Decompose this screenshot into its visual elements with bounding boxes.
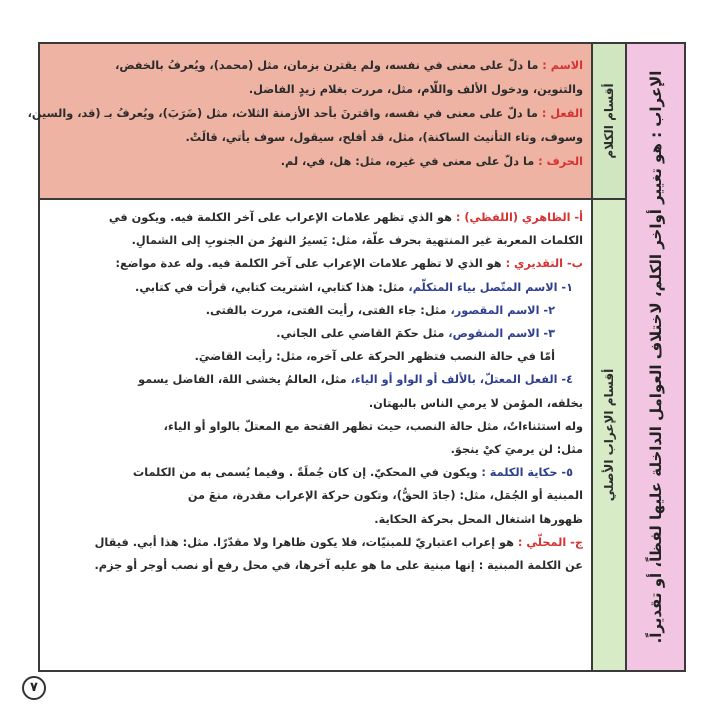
implied-item-2	[50, 299, 583, 322]
implied-item-1-term: ١- الاسم المتّصل بياء المتكلّم،	[408, 280, 573, 294]
page-number: ٧	[22, 676, 46, 700]
implied-item-1-text: مثل: هذا كتابي، اشتريت كتابي، قرأت في كتابي.	[135, 280, 405, 294]
particle-term: الحرف :	[538, 155, 583, 168]
particle-text: ما دلّ على معنى في غيره، مثل: هل، في، لم.	[280, 155, 535, 168]
word-types-heading-cell	[593, 44, 625, 200]
implied-item-4-line-2	[50, 392, 583, 415]
category-column	[591, 44, 627, 670]
implied-term: ب- التقديري :	[505, 257, 583, 271]
explicit-line-1	[50, 206, 583, 229]
implied-item-4-term: ٤- الفعل المعتلّ، بالألف أو الواو أو الياء،	[350, 373, 573, 387]
main-column	[27, 44, 591, 670]
implied-item-5-term: ٥- حكاية الكلمة :	[481, 466, 573, 480]
irab-types-heading: أقسام الإعراب الأصلي	[602, 368, 616, 502]
implied-item-3-note-text: أمّا في حالة النصب فتظهر الحركة على آخره، مثل: رأيت القاضيَ.	[194, 350, 555, 364]
implied-item-5	[50, 461, 583, 484]
implied-item-5-line-2	[50, 484, 583, 507]
implied-item-4-text-3: وله استثناءاتٌ، مثل حالة النصب، حيث تظهر الفتحة مع المعتلّ بالواو أو الياء،	[163, 419, 583, 433]
explicit-term: أ- الظاهري (اللفظي) :	[455, 211, 583, 224]
implied-item-4-line-4	[50, 438, 583, 461]
local-term: ج- المحلّي :	[517, 535, 583, 549]
implied-item-4-line-3	[50, 415, 583, 438]
implied-item-4-text-4: مثل: لن يرميَ كيْ ينجوَ.	[450, 443, 583, 457]
implied-item-2-text: مثل: جاء الفتى، رأيت الفتى، مررت بالفتى.	[205, 303, 447, 317]
implied-item-4-text-1: مثل، العالمُ يخشى اللهَ، الفاضل يسمو	[138, 373, 347, 387]
implied-item-4	[50, 368, 583, 391]
definition-column	[627, 44, 684, 670]
word-types-heading: أقسام الكلام	[602, 83, 616, 159]
verb-line-1	[27, 102, 583, 126]
implied-item-4-text-2: بخلقه، المؤمن لا يرمي الناس بالبهتان.	[368, 396, 583, 410]
verb-line-2	[50, 126, 583, 150]
verb-text-1: ما دلّ على معنى في نفسه، واقترنَ بأحد الأزمنة الثلاث، مثل (ضَرَبَ)، ويُعرفُ بـ (قد، والسين،	[27, 107, 538, 120]
noun-term: الاسم :	[542, 59, 583, 72]
noun-text-1: ما دلّ على معنى في نفسه، ولم يقترن بزمان، مثل (محمد)، ويُعرفُ بالخفض،	[115, 59, 539, 72]
irab-definition: الإعراب : هو تغيير أواخر الكلم، لاختلاف العوامل الداخلة عليها لفظاً، أو تقديراً.	[646, 70, 665, 644]
explicit-text-2: الكلمات المعربة غير المنتهية بحرف علّة، مثل: يَسيرُ النهرُ من الجنوبِ إلى الشمالِ.	[131, 234, 583, 248]
implied-item-3-note	[50, 345, 583, 368]
implied-item-3-text: مثل حكمَ القاضي على الجاني.	[276, 327, 445, 341]
local-text-1: هو إعراب اعتباريّ للمبنيّات، فلا يكون ظاهرا ولا مقدّرًا. مثل: هذا أبي. فيقال	[94, 535, 514, 549]
implied-item-5-text-1: ويكون في المحكيّ. إن كان جُملَةً . وفيما يُسمى به من الكلمات	[132, 466, 478, 480]
implied-item-1	[50, 276, 583, 299]
particle-line	[50, 150, 583, 174]
local-text-2: عن الكلمة المبنية : إنها مبنية على ما هو عليه آخرها، في محل رفع أو نصب أوجر أو جزم.	[94, 559, 583, 573]
implied-item-3	[50, 322, 583, 345]
explicit-line-2	[50, 229, 583, 252]
noun-text-2: والتنوين، ودخول الألف واللّام، مثل، مررت بغلام زيدٍ الفاضل.	[248, 83, 583, 96]
explicit-text-1: هو الذي تظهر علامات الإعراب على آخر الكلمة فيه. ويكون في	[108, 211, 452, 224]
implied-line-1	[50, 252, 583, 275]
implied-text-1: هو الذي لا تظهر علامات الإعراب على آخر الكلمة فيه. وله عدة مواضع:	[115, 257, 502, 271]
noun-line-2	[50, 78, 583, 102]
noun-line-1	[50, 54, 583, 78]
verb-text-2: وسوف، وتاء التأنيث الساكنة)، مثل، قد أفلح، سيقول، سوف يأتي، قالَتْ.	[185, 131, 583, 144]
verb-term: الفعل :	[541, 107, 583, 120]
content-frame	[27, 42, 686, 672]
implied-item-3-term: ٣- الاسم المنقوص،	[448, 327, 555, 341]
implied-item-5-line-3	[50, 508, 583, 531]
irab-types-section	[40, 200, 591, 670]
local-line-2	[50, 554, 583, 577]
implied-item-5-text-2: المبنية أو الجُمَل، مثل: (جادَ الحقُّ)، وتكون حركة الإعراب مقدرة، منعَ من	[187, 489, 583, 503]
local-line-1	[50, 531, 583, 554]
word-types-section	[27, 44, 591, 200]
implied-item-2-term: ٢- الاسم المقصور،	[450, 303, 555, 317]
implied-item-5-text-3: ظهورها اشتغال المحل بحركة الحكاية.	[374, 512, 583, 526]
irab-types-heading-cell	[593, 200, 625, 670]
